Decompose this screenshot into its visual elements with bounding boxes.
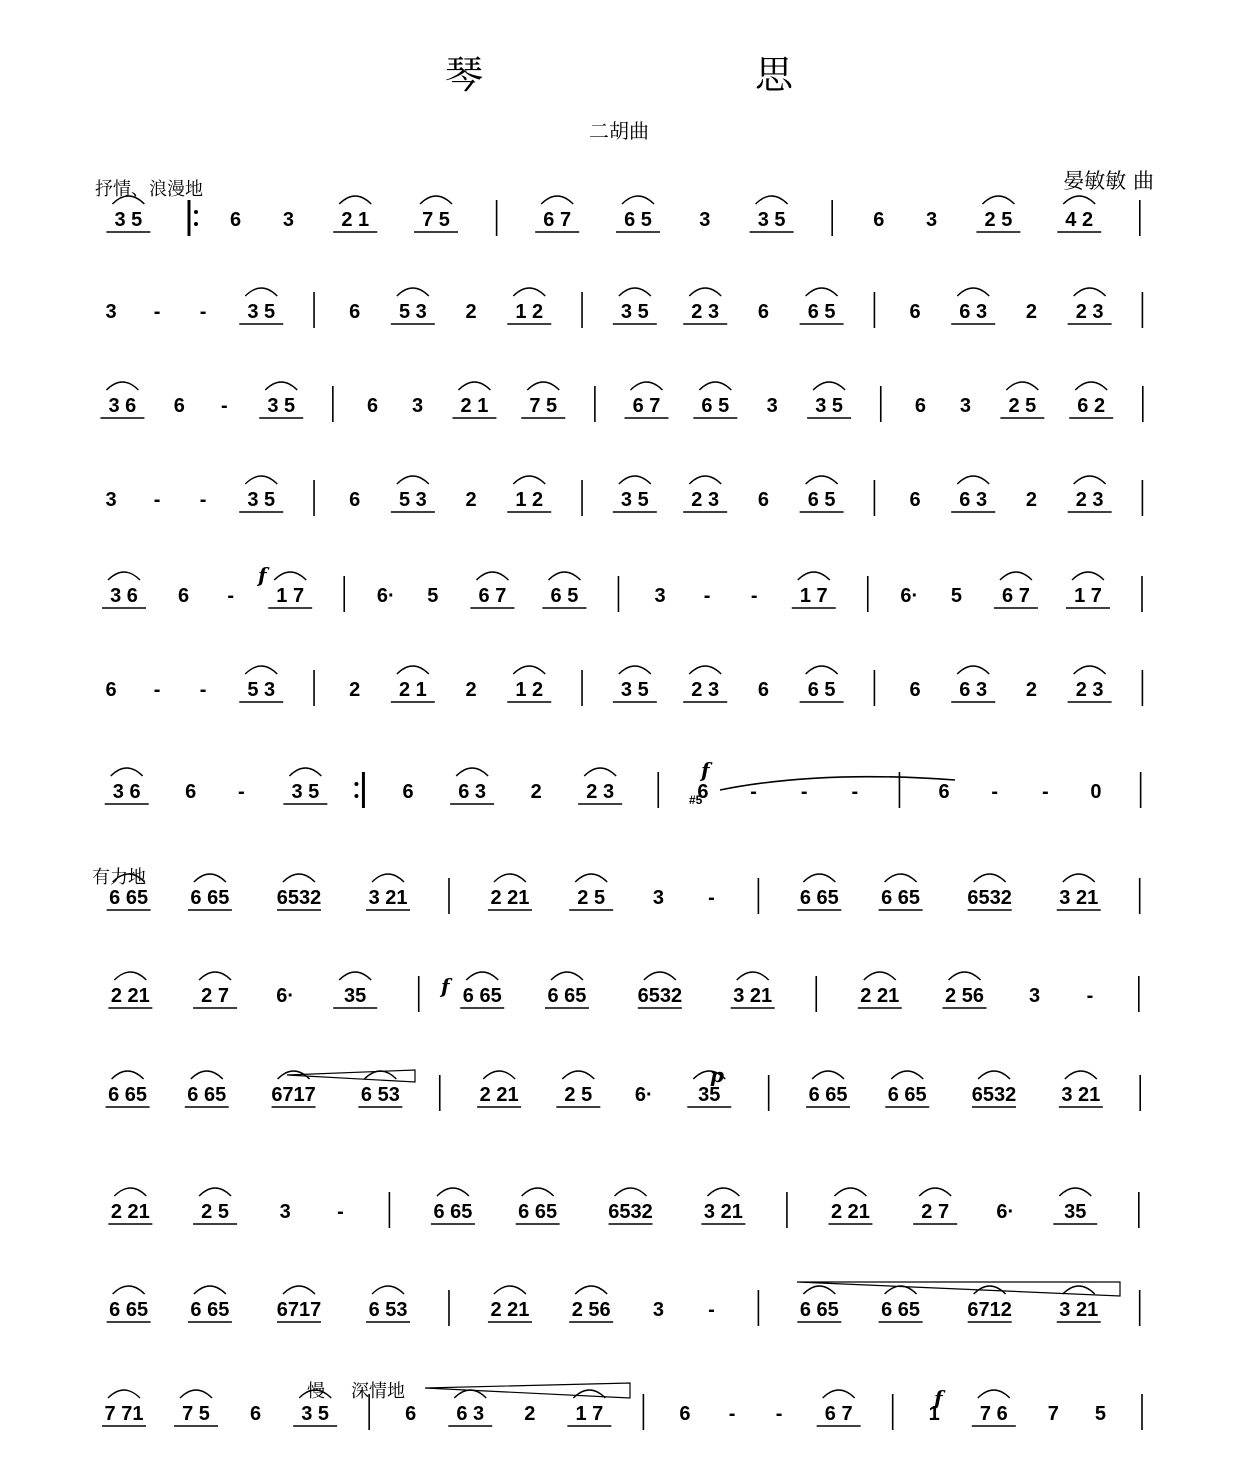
- note-group: 1 7: [276, 585, 305, 607]
- note-group: 6: [349, 489, 361, 511]
- note-group: 2 21: [110, 1201, 150, 1223]
- note-group: 3 21: [703, 1201, 743, 1223]
- note-group: 6717: [276, 1299, 322, 1321]
- note-group: 2 5: [984, 209, 1013, 231]
- dash-extension: -: [337, 1201, 344, 1223]
- note-group: 2 5: [1008, 395, 1037, 417]
- note-group: 3: [105, 489, 117, 511]
- note-group: 2 5: [564, 1084, 593, 1106]
- note-group: 7 6: [979, 1403, 1008, 1425]
- note-group: 2 7: [201, 985, 229, 1007]
- note-group: 5 3: [247, 679, 276, 701]
- note-group: 6 65: [108, 1084, 148, 1106]
- note-group: 6: [909, 301, 921, 323]
- dash-extension: -: [708, 1299, 715, 1321]
- note-group: 2 21: [490, 887, 530, 909]
- note-group: 2: [465, 679, 477, 701]
- note-group: 6: [250, 1403, 262, 1425]
- note-group: 3: [279, 1201, 291, 1223]
- dash-extension: -: [775, 1403, 783, 1425]
- note-group: 3 21: [368, 887, 408, 909]
- note-group: 6·: [376, 585, 395, 607]
- dash-extension: -: [728, 1403, 736, 1425]
- note-group: 3 21: [1061, 1084, 1101, 1106]
- note-group: 2: [1025, 489, 1037, 511]
- note-group: 6 5: [624, 209, 652, 231]
- note-group: 1: [928, 1403, 940, 1425]
- note-group: 3: [959, 395, 972, 417]
- note-group: 3 6: [112, 781, 141, 803]
- note-group: 3: [282, 209, 294, 231]
- note-group: 6 65: [433, 1201, 473, 1223]
- note-group: 6 2: [1077, 395, 1106, 417]
- note-group: 3 5: [620, 489, 649, 511]
- note-group: 7 71: [104, 1403, 144, 1425]
- note-group: 6: [366, 395, 379, 417]
- note-group: 6: [679, 1403, 691, 1425]
- note-group: 2 1: [460, 395, 489, 417]
- note-group: 6: [757, 301, 769, 323]
- dash-extension: -: [199, 679, 207, 701]
- note-group: 6 3: [959, 301, 988, 323]
- note-group: 2: [524, 1403, 536, 1425]
- diminuendo-hairpin: [797, 1282, 1120, 1296]
- note-group: 6 65: [799, 887, 839, 909]
- note-group: 6 7: [632, 395, 661, 417]
- note-group: 2 21: [479, 1084, 519, 1106]
- note-group: 6: [757, 489, 769, 511]
- note-group: 6: [105, 679, 117, 701]
- note-group: 3 5: [114, 209, 143, 231]
- note-group: 6 65: [881, 887, 921, 909]
- note-group: 2 7: [921, 1201, 950, 1223]
- note-group: 1 2: [515, 301, 544, 323]
- dash-extension: -: [800, 781, 808, 803]
- note-group: 2: [349, 679, 361, 701]
- note-group: 6 5: [807, 679, 836, 701]
- note-group: 2: [1025, 301, 1037, 323]
- note-group: 6: [185, 781, 197, 803]
- note-group: 6: [873, 209, 885, 231]
- dynamic-piano: p: [710, 1063, 724, 1087]
- note-group: 2 3: [586, 781, 615, 803]
- note-group: 3 6: [110, 585, 138, 607]
- note-group: 6 65: [799, 1299, 839, 1321]
- note-group: 6 65: [109, 887, 149, 909]
- dash-extension: -: [750, 781, 757, 803]
- note-group: 6 7: [824, 1403, 853, 1425]
- dash-extension: -: [153, 301, 161, 323]
- dash-extension: -: [199, 489, 207, 511]
- crescendo-hairpin: [287, 1070, 415, 1082]
- note-group: 6 65: [190, 1299, 230, 1321]
- note-group: 6: [230, 209, 242, 231]
- note-group: 3: [652, 887, 664, 909]
- note-group: 6 53: [360, 1084, 400, 1106]
- note-group: 3: [652, 1299, 664, 1321]
- note-group: 2 56: [945, 985, 984, 1007]
- dash-extension: -: [703, 585, 711, 607]
- expression-deep: 深情地: [351, 1381, 405, 1402]
- note-group: 6 5: [550, 585, 579, 607]
- note-group: 6: [697, 781, 709, 803]
- note-group: 3 6: [108, 395, 137, 417]
- expression-slow: 慢: [307, 1381, 325, 1402]
- note-group: 2 3: [1075, 489, 1104, 511]
- dash-extension: -: [750, 585, 758, 607]
- note-group: 3 5: [291, 781, 320, 803]
- dash-extension: -: [1086, 985, 1094, 1007]
- note-group: 2 21: [490, 1299, 530, 1321]
- dash-extension: -: [238, 781, 245, 803]
- note-group: 6 3: [456, 1403, 485, 1425]
- note-group: 6 7: [1002, 585, 1030, 607]
- note-group: 3: [105, 301, 117, 323]
- note-group: 7: [1047, 1403, 1059, 1425]
- composer-credit: 晏敏敏 曲: [1063, 169, 1154, 193]
- note-group: 2 21: [860, 985, 900, 1007]
- note-group: 0: [1090, 781, 1102, 803]
- note-group: 7 5: [182, 1403, 210, 1425]
- note-group: 6 65: [887, 1084, 927, 1106]
- note-group: 2 21: [110, 985, 150, 1007]
- note-group: 1 7: [575, 1403, 604, 1425]
- note-group: 3 5: [267, 395, 296, 417]
- note-group: 3 5: [620, 679, 649, 701]
- note-group: 6: [757, 679, 769, 701]
- note-group: 3 5: [815, 395, 844, 417]
- note-group: 6532: [608, 1201, 653, 1223]
- note-group: 6 3: [959, 489, 988, 511]
- note-group: 1 2: [515, 489, 544, 511]
- dash-extension: -: [153, 489, 161, 511]
- note-group: 3: [766, 395, 778, 417]
- note-group: 6 65: [462, 985, 502, 1007]
- grace-note: #5: [689, 793, 703, 807]
- note-group: 3: [699, 209, 711, 231]
- note-group: 6: [178, 585, 190, 607]
- dynamic-forte: f: [701, 758, 710, 782]
- note-group: 7 5: [422, 209, 450, 231]
- dash-extension: -: [708, 887, 715, 909]
- note-group: 6 7: [478, 585, 507, 607]
- note-group: 35: [1064, 1201, 1087, 1223]
- note-group: 6: [402, 781, 414, 803]
- long-slur: [720, 777, 955, 790]
- note-group: 6: [173, 395, 185, 417]
- note-group: 5: [950, 585, 962, 607]
- note-group: 2 56: [571, 1299, 611, 1321]
- note-group: 6532: [967, 887, 1012, 909]
- note-group: 6 65: [187, 1084, 227, 1106]
- note-group: 3 21: [1059, 887, 1099, 909]
- note-group: 3 21: [733, 985, 773, 1007]
- note-group: 3 5: [620, 301, 649, 323]
- note-group: 2: [465, 301, 477, 323]
- note-group: 6·: [276, 985, 295, 1007]
- note-group: 6: [405, 1403, 417, 1425]
- note-group: 1 7: [1074, 585, 1102, 607]
- note-group: 3: [411, 395, 424, 417]
- note-group: 2 5: [577, 887, 606, 909]
- note-group: 3 5: [247, 489, 276, 511]
- note-group: 5: [427, 585, 439, 607]
- note-group: 6 65: [518, 1201, 558, 1223]
- note-group: 6·: [900, 585, 919, 607]
- note-group: 2: [465, 489, 477, 511]
- note-group: 6: [938, 781, 950, 803]
- note-group: 35: [344, 985, 367, 1007]
- note-group: 2 3: [691, 489, 720, 511]
- note-group: 2 21: [830, 1201, 870, 1223]
- note-group: 2 3: [1075, 679, 1104, 701]
- dash-extension: -: [220, 395, 228, 417]
- note-group: 6717: [271, 1084, 316, 1106]
- note-group: 3 5: [247, 301, 276, 323]
- dash-extension: -: [227, 585, 234, 607]
- dash-extension: -: [1042, 781, 1049, 803]
- subtitle: 二胡曲: [589, 119, 649, 143]
- note-group: 1 7: [799, 585, 828, 607]
- note-group: 6 65: [109, 1299, 149, 1321]
- note-group: 1 2: [515, 679, 544, 701]
- note-group: 2 1: [398, 679, 427, 701]
- note-group: 3 5: [757, 209, 786, 231]
- dynamic-forte: f: [258, 563, 267, 587]
- note-group: 6 65: [881, 1299, 921, 1321]
- note-group: 6 5: [701, 395, 730, 417]
- note-group: 6: [909, 679, 921, 701]
- diminuendo-hairpin: [425, 1383, 630, 1398]
- note-group: 6 53: [368, 1299, 408, 1321]
- note-group: 6 65: [547, 985, 587, 1007]
- note-group: 2 3: [691, 679, 720, 701]
- note-group: 6·: [996, 1201, 1015, 1223]
- dynamic-forte: f: [934, 1386, 943, 1410]
- note-group: 2 3: [691, 301, 720, 323]
- note-group: 3: [926, 209, 938, 231]
- dash-extension: -: [991, 781, 999, 803]
- note-group: 6532: [971, 1084, 1017, 1106]
- note-group: 3: [1028, 985, 1041, 1007]
- note-group: 2: [1025, 679, 1037, 701]
- note-group: 6 3: [959, 679, 988, 701]
- note-group: 6 5: [807, 301, 836, 323]
- note-group: 6 5: [807, 489, 836, 511]
- note-group: 35: [698, 1084, 721, 1106]
- note-group: 4 2: [1065, 209, 1094, 231]
- note-group: 2 3: [1075, 301, 1104, 323]
- note-group: 2 1: [341, 209, 370, 231]
- dash-extension: -: [153, 679, 161, 701]
- note-group: 5 3: [398, 489, 427, 511]
- note-group: 6: [349, 301, 361, 323]
- expression-lyrical: 抒情、浪漫地: [95, 179, 203, 200]
- note-group: 6712: [967, 1299, 1012, 1321]
- dash-extension: -: [199, 301, 207, 323]
- note-group: 6: [914, 395, 927, 417]
- note-group: 6532: [637, 985, 683, 1007]
- expression-forceful: 有力地: [92, 867, 146, 888]
- note-group: 5 3: [398, 301, 427, 323]
- note-group: 6 3: [458, 781, 487, 803]
- note-group: 6: [909, 489, 921, 511]
- dynamic-forte: f: [441, 974, 450, 998]
- note-group: 5: [1094, 1403, 1107, 1425]
- note-group: 7 5: [529, 395, 558, 417]
- note-group: 3: [654, 585, 666, 607]
- page-title: 琴 思: [444, 53, 924, 97]
- note-group: 6 7: [543, 209, 572, 231]
- note-group: 6 65: [190, 887, 230, 909]
- note-group: 6·: [634, 1084, 653, 1106]
- note-group: 6 65: [808, 1084, 848, 1106]
- note-group: 6532: [276, 887, 322, 909]
- note-group: 3 5: [301, 1403, 330, 1425]
- note-group: 2 5: [201, 1201, 229, 1223]
- note-group: 3 21: [1059, 1299, 1099, 1321]
- dash-extension: -: [851, 781, 859, 803]
- note-group: 2: [530, 781, 542, 803]
